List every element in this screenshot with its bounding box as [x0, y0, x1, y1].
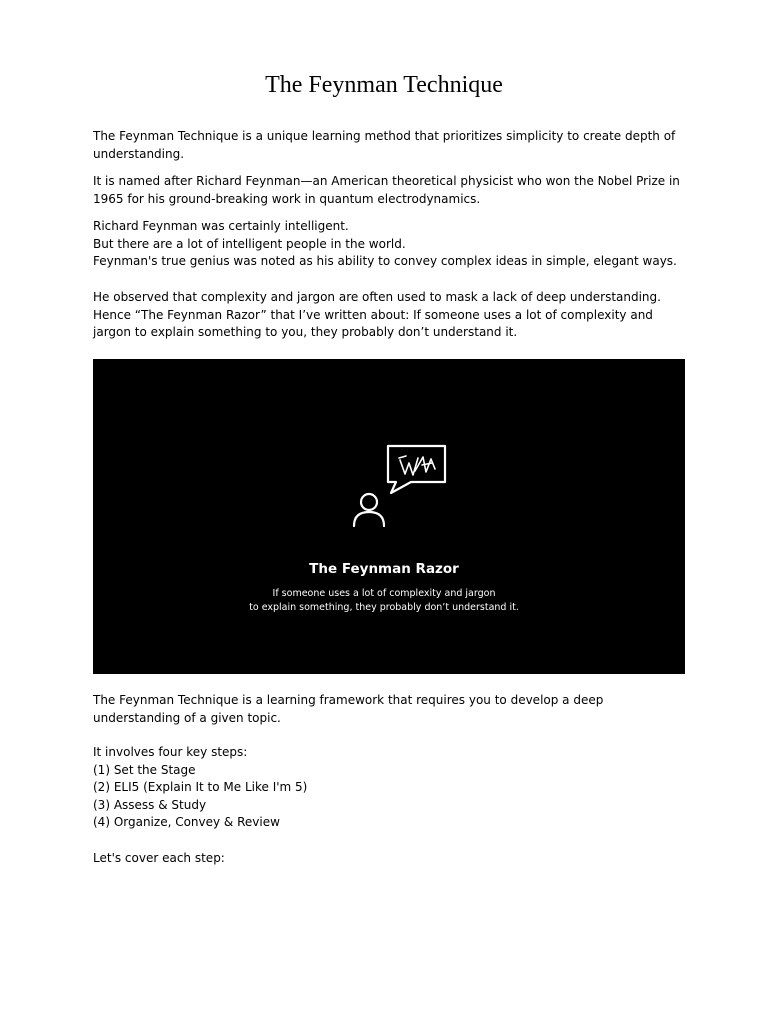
- figure-illustration: [93, 359, 685, 674]
- figure-heading: The Feynman Razor: [309, 561, 459, 577]
- named-after-paragraph: It is named after Richard Feynman—an American theoretical physicist who won the Nobel Prize in 1965 for his ground-breaking work in quantum electrodynamics.: [93, 174, 680, 206]
- razor-paragraph: He observed that complexity and jargon are often used to mask a lack of deep understanding. Hence “The Feynman Razor” that I’ve written about: If someone uses a lot of complexity and jargon to explain something to you, they probably don’t understand it.: [93, 290, 661, 339]
- intelligence-paragraph: Richard Feynman was certainly intelligent. But there are a lot of intelligent people in the world. Feynman's true genius was noted as his ability to convey complex ideas in simple, elegant ways.: [93, 219, 677, 268]
- framework-paragraph: The Feynman Technique is a learning framework that requires you to develop a deep understanding of a given topic.: [93, 693, 604, 725]
- page-title: The Feynman Technique: [265, 72, 503, 98]
- steps-list: It involves four key steps: (1) Set the Stage (2) ELI5 (Explain It to Me Like I'm 5) (3) Assess & Study (4) Organize, Convey & Review: [93, 745, 308, 829]
- scribble-icon: [399, 456, 435, 475]
- figure-caption: If someone uses a lot of complexity and jargon to explain something, they probably don’t understand it.: [249, 588, 519, 613]
- person-icon: [354, 494, 384, 526]
- intro-paragraph: The Feynman Technique is a unique learning method that prioritizes simplicity to create depth of understanding.: [93, 129, 676, 161]
- cover-each-step: Let's cover each step:: [93, 851, 225, 865]
- feynman-razor-figure: [93, 359, 685, 674]
